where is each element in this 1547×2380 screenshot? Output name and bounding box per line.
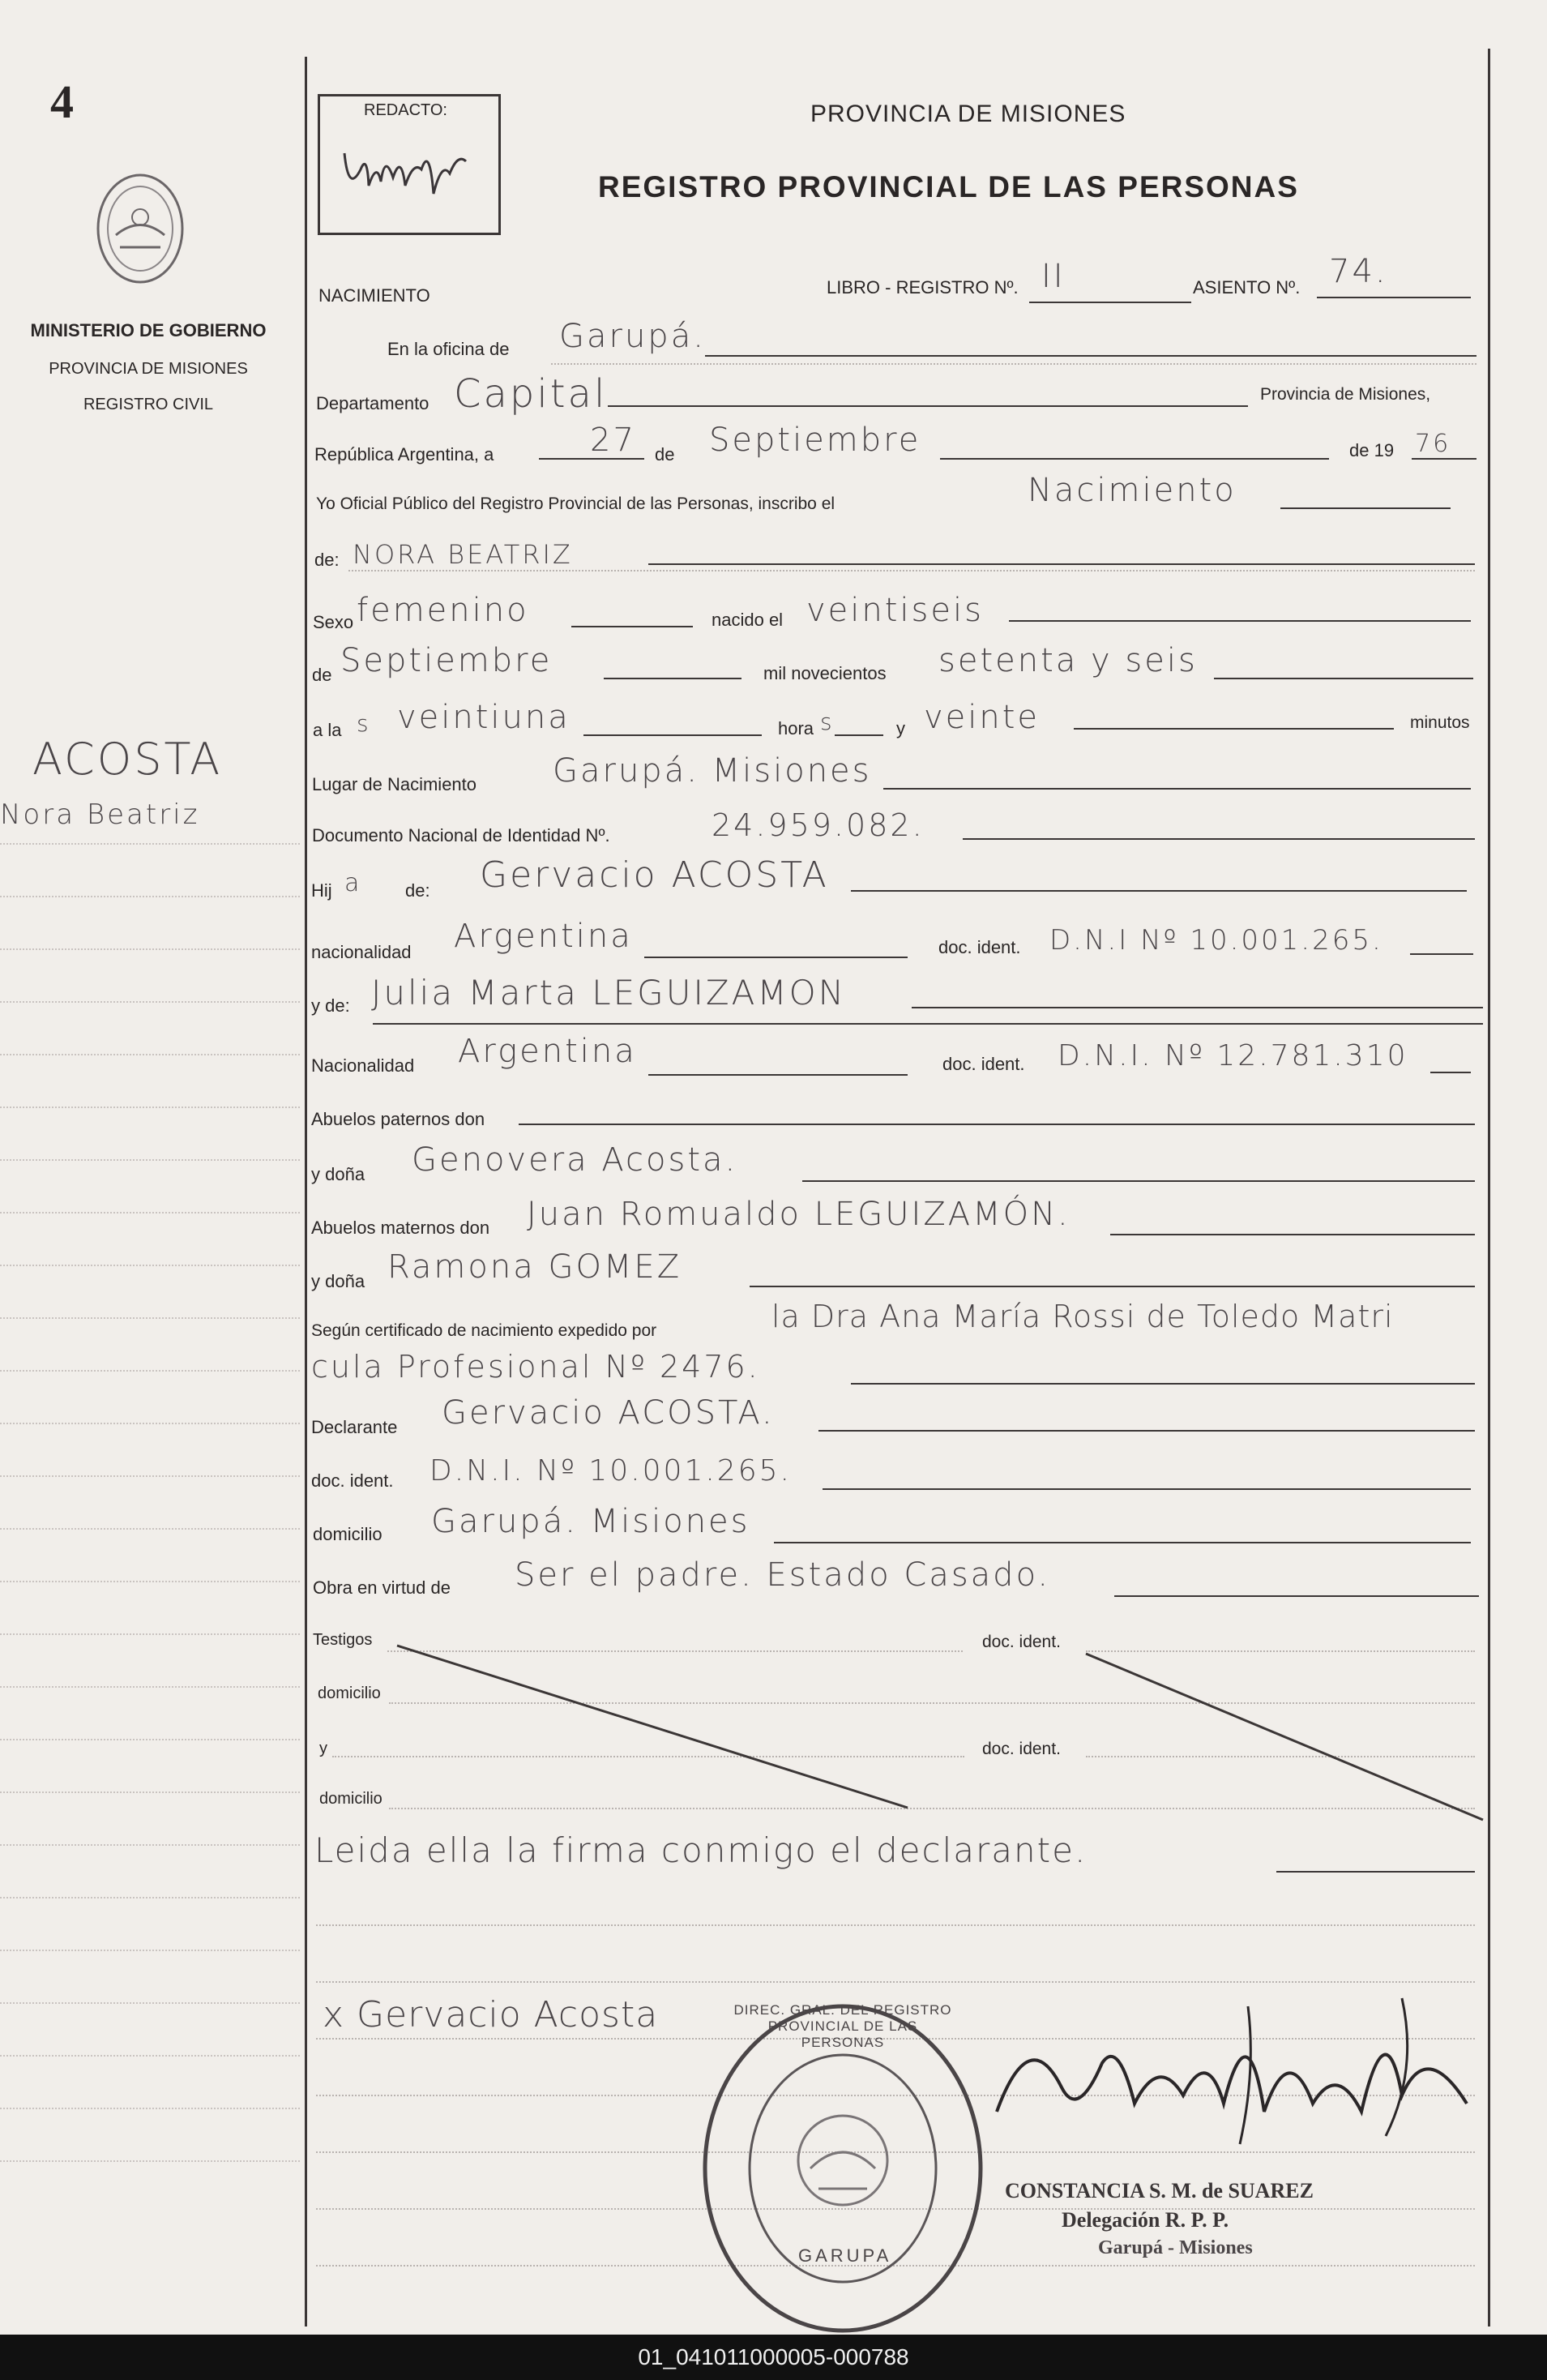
value-domicilio: Garupá. Misiones [431, 1503, 750, 1540]
label-y-de-madre: y de: [311, 995, 350, 1016]
label-hijo: Hij [311, 880, 332, 901]
label-republica: República Argentina, a [314, 444, 494, 464]
label-de-1976: de 19 [1349, 440, 1395, 460]
value-hora-nac: veintiuna [397, 699, 571, 736]
label-de-nombre: de: [314, 550, 340, 570]
label-domicilio-testigo2: domicilio [319, 1790, 382, 1808]
declarant-signature: x Gervacio Acosta [323, 1994, 659, 2035]
official-signature [981, 1990, 1483, 2152]
label-provincia: Provincia de Misiones, [1260, 385, 1431, 404]
witness-strike-lines [381, 1637, 1491, 1832]
label-libro: LIBRO - REGISTRO Nº. [827, 277, 1019, 298]
value-nacionalidad-padre: Argentina [454, 918, 633, 955]
label-doc-madre: doc. ident. [942, 1054, 1025, 1074]
value-nacido-el: veintiseis [806, 592, 984, 629]
form-left-border [305, 57, 307, 2326]
value-dni: 24.959.082. [712, 807, 925, 843]
label-testigos: Testigos [313, 1631, 373, 1649]
label-declarante: Declarante [311, 1417, 398, 1437]
label-domicilio: domicilio [313, 1524, 382, 1544]
value-libro: II [1041, 258, 1066, 295]
redacto-signature [336, 137, 482, 218]
ministry-office: REGISTRO CIVIL [83, 396, 214, 413]
label-nacimiento: NACIMIENTO [318, 285, 430, 306]
value-declarante: Gervacio ACOSTA. [442, 1394, 775, 1432]
label-mil-novecientos: mil novecientos [763, 663, 887, 683]
closing-text: Leida ella la firma conmigo el declarante. [314, 1830, 1088, 1870]
value-minutos-nac: veinte [924, 699, 1041, 736]
label-y-testigo2: y [319, 1740, 327, 1757]
value-certificado-2: cula Profesional Nº 2476. [311, 1349, 760, 1385]
value-doc-declarante: D.N.I. Nº 10.001.265. [429, 1454, 792, 1488]
label-doc-padre: doc. ident. [938, 937, 1021, 957]
value-padre: Gervacio ACOSTA [480, 854, 829, 896]
header-province: PROVINCIA DE MISIONES [810, 101, 1126, 127]
value-nacionalidad-madre: Argentina [458, 1033, 637, 1070]
label-segun: Según certificado de nacimiento expedido por [311, 1321, 657, 1340]
label-doc-declarante: doc. ident. [311, 1470, 394, 1491]
value-abuela-paterna: Genovera Acosta. [412, 1141, 738, 1179]
value-lugar: Garupá. Misiones [553, 752, 872, 790]
redacto-box [318, 94, 501, 235]
value-hijo-suffix: a [344, 869, 362, 897]
label-obra: Obra en virtud de [313, 1577, 451, 1598]
label-horas: hora [778, 718, 814, 738]
value-mes: Septiembre [709, 422, 921, 459]
label-a-las: a la [313, 720, 342, 740]
ministry-province: PROVINCIA DE MISIONES [49, 360, 248, 378]
value-a-las-suffix: s [357, 710, 371, 737]
label-oficina: En la oficina de [387, 339, 510, 359]
label-sexo: Sexo [313, 612, 354, 632]
footer-bar [0, 2335, 1547, 2380]
footer-id: 01_041011000005-000788 [638, 2344, 909, 2369]
value-obra: Ser el padre. Estado Casado. [515, 1556, 1051, 1594]
value-anio-nac: setenta y seis [938, 642, 1198, 679]
ministry-title: MINISTERIO DE GOBIERNO [30, 320, 267, 340]
label-departamento: Departamento [316, 393, 429, 413]
label-doc-testigo1: doc. ident. [982, 1633, 1061, 1651]
value-certificado-1: la Dra Ana María Rossi de Toledo Matri [771, 1299, 1394, 1334]
margin-surname: ACOSTA [32, 734, 223, 785]
value-dia: 27 [590, 422, 636, 459]
label-nacionalidad-madre: Nacionalidad [311, 1055, 415, 1076]
value-abuelo-materno: Juan Romualdo LEGUIZAMÓN. [527, 1196, 1071, 1233]
value-departamento: Capital [454, 371, 608, 417]
label-y-dona-materna: y doña [311, 1271, 365, 1291]
label-lugar: Lugar de Nacimiento [312, 774, 477, 794]
label-documento: Documento Nacional de Identidad Nº. [312, 825, 610, 845]
value-oficina: Garupá. [559, 318, 706, 355]
value-asiento: 74. [1329, 253, 1388, 290]
label-oficial: Yo Oficial Público del Registro Provincial de las Personas, inscribo el [316, 494, 835, 513]
label-hijo-de: de: [405, 880, 430, 901]
official-stamp-line2: Delegación R. P. P. [1062, 2208, 1229, 2232]
value-madre: Julia Marta LEGUIZAMON [371, 973, 847, 1012]
label-de-mes-nac: de [312, 665, 332, 685]
value-abuela-materna: Ramona GOMEZ [387, 1248, 682, 1286]
value-nombre: NORA BEATRIZ [353, 539, 573, 570]
label-de-mes: de [655, 444, 675, 464]
seal-center-text: GARUPA [798, 2245, 892, 2266]
label-domicilio-testigo1: domicilio [318, 1684, 381, 1702]
official-stamp-line3: Garupá - Misiones [1098, 2237, 1253, 2258]
label-abuelos-paternos: Abuelos paternos don [311, 1109, 485, 1129]
official-stamp-name: CONSTANCIA S. M. de SUAREZ [1005, 2179, 1314, 2202]
label-y-dona-paterna: y doña [311, 1164, 365, 1184]
value-anio: 76 [1415, 430, 1451, 458]
value-doc-padre: D.N.I Nº 10.001.265. [1049, 924, 1383, 957]
label-y-minutos: y [896, 718, 905, 738]
label-asiento: ASIENTO Nº. [1193, 277, 1301, 298]
value-doc-madre: D.N.I. Nº 12.781.310 [1058, 1039, 1408, 1072]
redacto-label: REDACTO: [364, 101, 447, 119]
value-sexo: femenino [357, 592, 529, 629]
seal-ring-text: DIREC. GRAL. DEL REGISTRO PROVINCIAL DE LAS PERSONAS [733, 2002, 952, 2050]
header-registry: REGISTRO PROVINCIAL DE LAS PERSONAS [598, 170, 1299, 203]
ministry-emblem-icon [88, 170, 193, 292]
label-nacido-el: nacido el [712, 610, 784, 630]
label-abuelos-maternos: Abuelos maternos don [311, 1218, 490, 1238]
value-inscribo: Nacimiento [1028, 472, 1237, 509]
value-mes-nac: Septiembre [340, 642, 553, 679]
margin-given-names: Nora Beatriz [0, 798, 200, 831]
label-minutos: minutos [1410, 713, 1470, 732]
margin-ruled-lines [0, 843, 300, 2221]
form-right-border [1488, 49, 1490, 2326]
label-doc-testigo2: doc. ident. [982, 1740, 1061, 1758]
label-nacionalidad-padre: nacionalidad [311, 942, 412, 962]
page-number: 4 [50, 75, 74, 128]
value-horas-suffix: s [820, 708, 835, 735]
